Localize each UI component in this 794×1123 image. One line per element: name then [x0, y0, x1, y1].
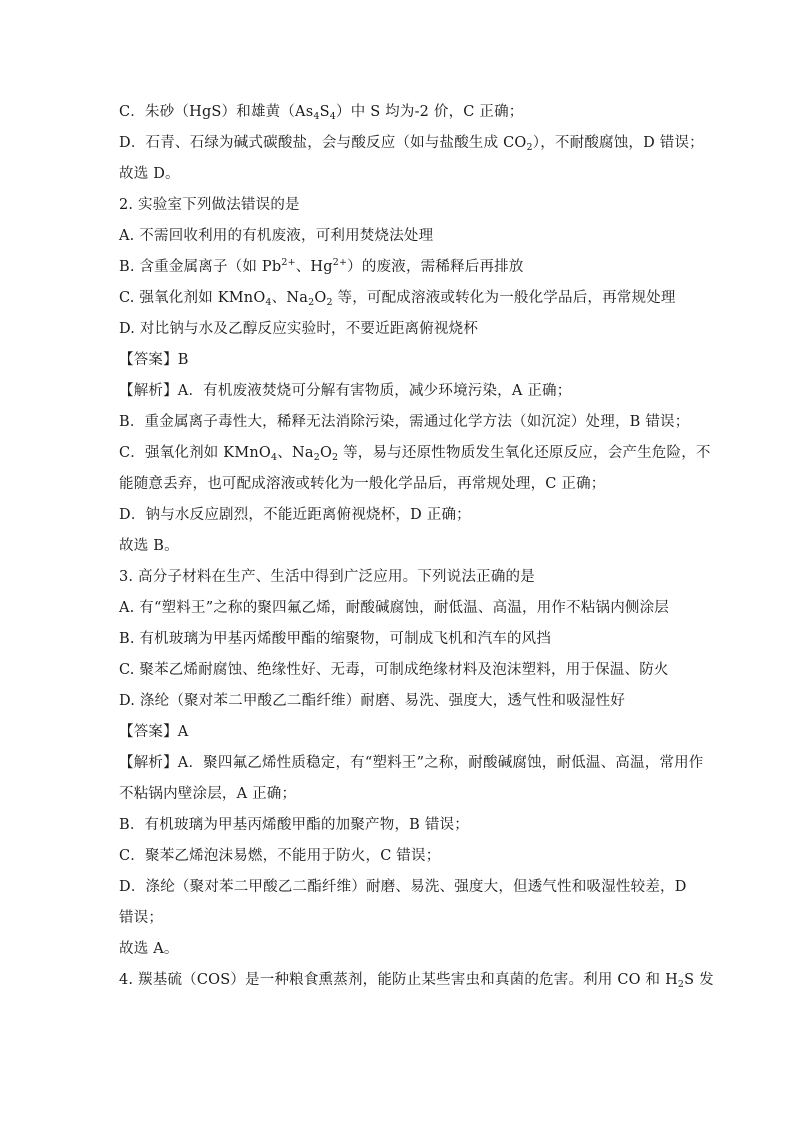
question-2-explanation-line: 能随意丢弃，也可配成溶液或转化为一般化学品后，再常规处理，C 正确；	[119, 476, 606, 492]
question-4-stem: 4. 羰基硫（COS）是一种粮食熏蒸剂，能防止某些害虫和真菌的危害。利用 CO 和 $H_2S$ 发	[119, 972, 714, 990]
question-3-option-a: A. 有“塑料王”之称的聚四氟乙烯，耐酸碱腐蚀，耐低温、高温，用作不粘锅内侧涂层	[119, 600, 670, 616]
question-3-explanation-line: C．聚苯乙烯泡沫易燃，不能用于防火，C 错误；	[119, 848, 441, 864]
question-3-option-d: D. 涤纶（聚对苯二甲酸乙二酯纤维）耐磨、易洗、强度大，透气性和吸湿性好	[119, 693, 626, 709]
question-2-explanation-line: C．强氧化剂如 KMnO$_4$、$Na_2O_2$ 等，易与还原性物质发生氧化还原反应，会产生危险，不	[119, 445, 711, 463]
question-2-option-c: C. 强氧化剂如 KMnO$_4$、$Na_2O_2$ 等，可配成溶液或转化为一般化学品后，再常规处理	[119, 290, 676, 308]
question-2-explanation-line: 【解析】A．有机废液焚烧可分解有害物质，减少环境污染，A 正确；	[119, 383, 572, 399]
question-3-explanation-line: 不粘锅内壁涂层，A 正确；	[119, 786, 297, 802]
question-3-option-b: B. 有机玻璃为甲基丙烯酸甲酯的缩聚物，可制成飞机和汽车的风挡	[119, 631, 552, 647]
question-2-option-a: A. 不需回收利用的有机废液，可利用焚烧法处理	[119, 228, 434, 244]
question-3-explanation-line: 错误；	[119, 910, 164, 926]
question-2-explanation-line: D．钠与水反应剧烈，不能近距离俯视烧杯，D 正确；	[119, 507, 471, 523]
question-3-stem: 3. 高分子材料在生产、生活中得到广泛应用。下列说法正确的是	[119, 569, 535, 585]
question-2-explanation-line: B．重金属离子毒性大，稀释无法消除污染，需通过化学方法（如沉淀）处理，B 错误；	[119, 414, 690, 430]
question-3-explanation-line: D．涤纶（聚对苯二甲酸乙二酯纤维）耐磨、易洗、强度大，但透气性和吸湿性较差，D	[119, 879, 687, 895]
question-3-explanation-line: 【解析】A．聚四氟乙烯性质稳定，有“塑料王”之称，耐酸碱腐蚀，耐低温、高温，常用作	[119, 755, 704, 771]
question-2-option-b: B. 含重金属离子（如 $Pb^{2+}$、$Hg^{2+}$）的废液，需稀释后再排放	[119, 257, 524, 275]
question-3-answer: 【答案】A	[119, 724, 189, 740]
answer-option-c-line: C．朱砂（HgS）和雄黄$(As_4S_4)$中 S 均为-2 价，C 正确；	[119, 104, 524, 122]
question-3-explanation-line: B．有机玻璃为甲基丙烯酸甲酯的加聚产物，B 错误；	[119, 817, 469, 833]
question-2-answer: 【答案】B	[119, 352, 189, 368]
question-2-stem: 2. 实验室下列做法错误的是	[119, 197, 300, 213]
answer-option-d-line: D．石青、石绿为碱式碳酸盐，会与酸反应（如与盐酸生成 $CO_2$），不耐酸腐蚀，D 错误；	[119, 135, 704, 153]
question-3-conclusion: 故选 A。	[119, 941, 179, 957]
question-2-option-d: D. 对比钠与水及乙醇反应实验时，不要近距离俯视烧杯	[119, 321, 479, 337]
question-2-conclusion: 故选 B。	[119, 538, 179, 554]
question-3-option-c: C. 聚苯乙烯耐腐蚀、绝缘性好、无毒，可制成绝缘材料及泡沫塑料，用于保温、防火	[119, 662, 669, 678]
conclusion-line: 故选 D。	[119, 166, 180, 182]
